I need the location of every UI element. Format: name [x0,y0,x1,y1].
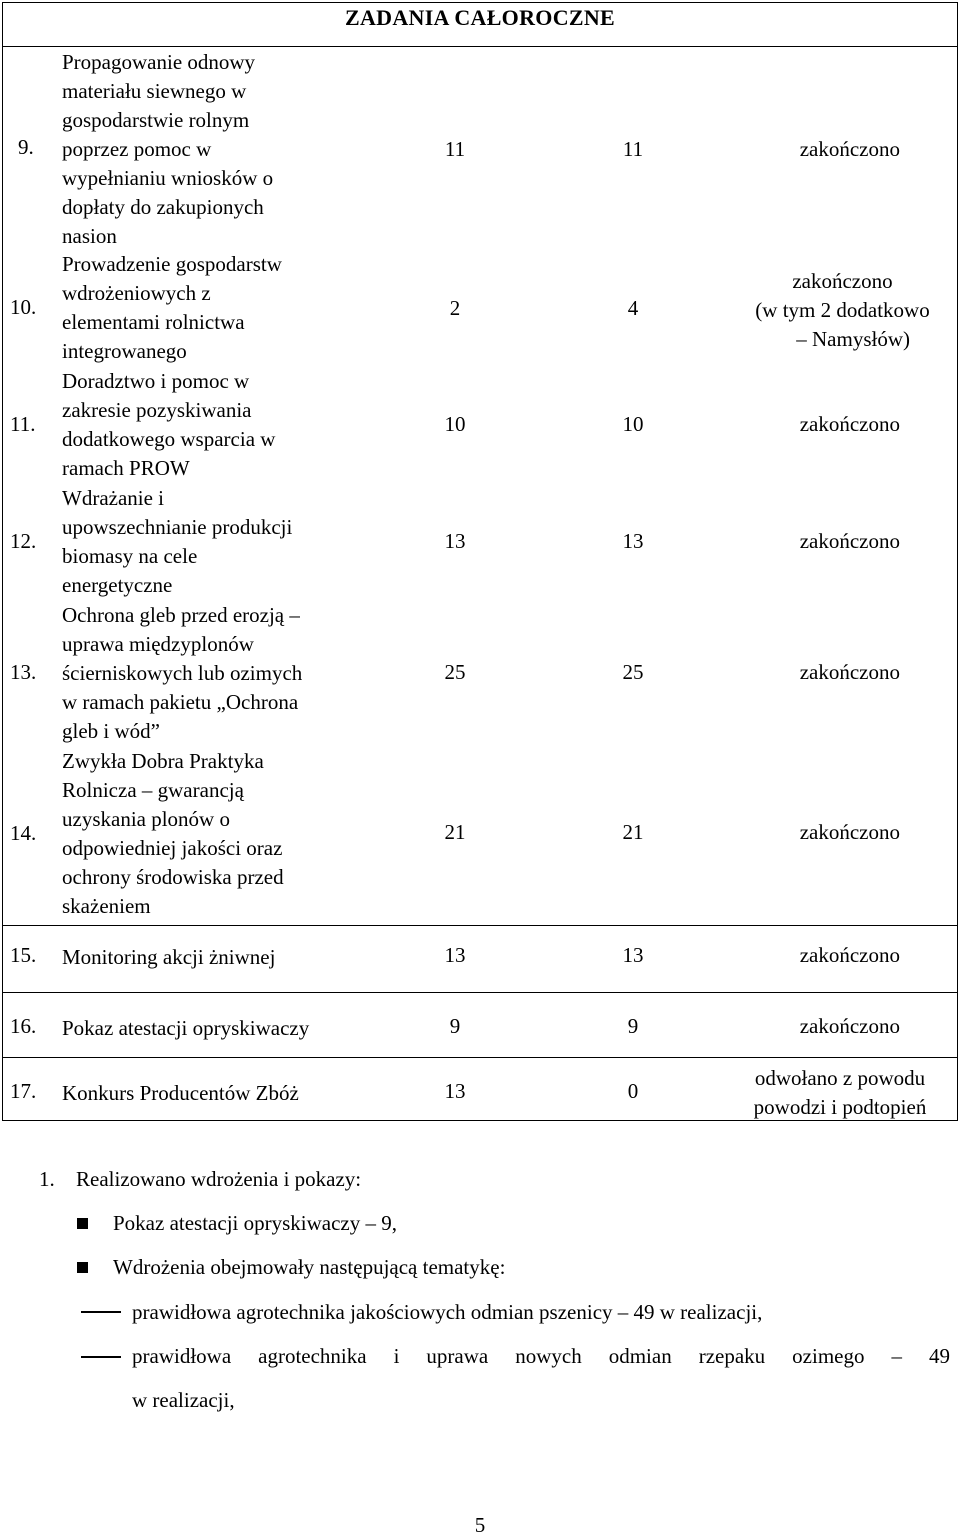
table-divider-16 [2,992,958,993]
row-number: 11. [10,412,36,436]
row-description [62,250,362,366]
row-description: Konkurs Producentów Zbóż [62,1081,299,1105]
row-number: 12. [10,529,37,553]
desc-line: ramach PROW [62,456,190,480]
desc-line: uzyskania plonów o [62,807,230,831]
status-line: (w tym 2 dodatkowo [755,298,930,322]
dash-bullet-icon [81,1311,121,1313]
desc-line: Wdrażanie i [62,486,165,510]
desc-line: upowszechnianie produkcji [62,515,293,539]
desc-line: zakresie pozyskiwania [62,398,252,422]
dash-item-continuation: w realizacji, [132,1388,235,1412]
table-border-left [2,2,3,1120]
row-description: Monitoring akcji żniwnej [62,945,276,969]
table-divider-15 [2,925,958,926]
desc-line: gospodarstwie rolnym [62,108,250,132]
planned-count: 13 [444,943,466,967]
status-text: zakończono [799,412,900,436]
completed-count: 11 [622,137,644,161]
status-text [718,1064,960,1122]
planned-count: 21 [444,820,466,844]
desc-line: ochrony środowiska przed [62,865,284,889]
planned-count: 13 [444,529,466,553]
desc-line: uprawa międzyplonów [62,632,254,656]
desc-line: nasion [62,224,117,248]
status-text [730,267,955,354]
desc-line: Zwykła Dobra Praktyka [62,749,264,773]
desc-line: wypełnianiu wniosków o [62,166,274,190]
row-number: 14. [10,821,37,845]
row-number: 15. [10,943,37,967]
status-line: powodzi i podtopień [753,1095,927,1119]
status-text: zakończono [799,529,900,553]
completed-count: 13 [622,943,644,967]
planned-count: 13 [444,1079,466,1103]
row-number: 9. [18,135,34,159]
planned-count: 10 [444,412,466,436]
row-number: 16. [10,1014,37,1038]
desc-line: Rolnicza – gwarancją [62,778,244,802]
desc-line: energetyczne [62,573,173,597]
row-description [62,601,362,746]
completed-count: 25 [622,660,644,684]
status-text: zakończono [799,820,900,844]
desc-line: dopłaty do zakupionych [62,195,264,219]
row-description [62,367,362,483]
table-border-top [2,2,958,3]
table-border-right [957,2,958,1120]
desc-line: dodatkowego wsparcia w [62,427,276,451]
completed-count: 13 [622,529,644,553]
table-divider-17 [2,1057,958,1058]
planned-count: 25 [444,660,466,684]
bullet-item: Wdrożenia obejmowały następującą tematykę: [113,1255,506,1279]
dash-item: prawidłowa agrotechnika jakościowych odmian pszenicy – 49 w realizacji, [132,1300,763,1324]
row-description [62,48,362,251]
completed-count: 4 [627,296,639,320]
desc-line: integrowanego [62,339,187,363]
desc-line: Prowadzenie gospodarstw [62,252,282,276]
desc-line: materiału siewnego w [62,79,247,103]
planned-count: 2 [449,296,461,320]
row-number: 13. [10,660,37,684]
status-line: odwołano z powodu [754,1066,926,1090]
dash-item: prawidłowa agrotechnika i uprawa nowych odmian rzepaku ozimego – 49 [132,1344,950,1368]
completed-count: 21 [622,820,644,844]
planned-count: 11 [444,137,466,161]
desc-line: elementami rolnictwa [62,310,245,334]
table-header-divider [2,46,958,47]
desc-line: Ochrona gleb przed erozją – [62,603,300,627]
row-number: 17. [10,1079,37,1103]
page-number: 5 [474,1513,486,1537]
row-description [62,484,362,600]
note-heading: Realizowano wdrożenia i pokazy: [76,1167,362,1191]
desc-line: biomasy na cele [62,544,198,568]
desc-line: w ramach pakietu „Ochrona [62,690,299,714]
row-description [62,747,362,921]
completed-count: 10 [622,412,644,436]
dash-bullet-icon [81,1356,121,1358]
completed-count: 0 [627,1079,639,1103]
desc-line: skażeniem [62,894,151,918]
table-header: ZADANIA CAŁOROCZNE [344,5,616,30]
bullet-item: Pokaz atestacji opryskiwaczy – 9, [113,1211,397,1235]
square-bullet-icon [77,1218,88,1229]
status-line: zakończono [792,269,893,293]
status-text: zakończono [799,137,900,161]
completed-count: 9 [627,1014,639,1038]
status-line: – Namysłów) [796,327,910,351]
note-number: 1. [39,1167,55,1191]
desc-line: odpowiedniej jakości oraz [62,836,283,860]
status-text: zakończono [799,943,900,967]
desc-line: Doradztwo i pomoc w [62,369,250,393]
desc-line: wdrożeniowych z [62,281,211,305]
status-text: zakończono [799,1014,900,1038]
status-text: zakończono [799,660,900,684]
row-number: 10. [10,295,37,319]
square-bullet-icon [77,1262,88,1273]
row-description: Pokaz atestacji opryskiwaczy [62,1016,310,1040]
desc-line: poprzez pomoc w [62,137,212,161]
desc-line: ścierniskowych lub ozimych [62,661,303,685]
desc-line: gleb i wód” [62,719,160,743]
desc-line: Propagowanie odnowy [62,50,256,74]
planned-count: 9 [449,1014,461,1038]
